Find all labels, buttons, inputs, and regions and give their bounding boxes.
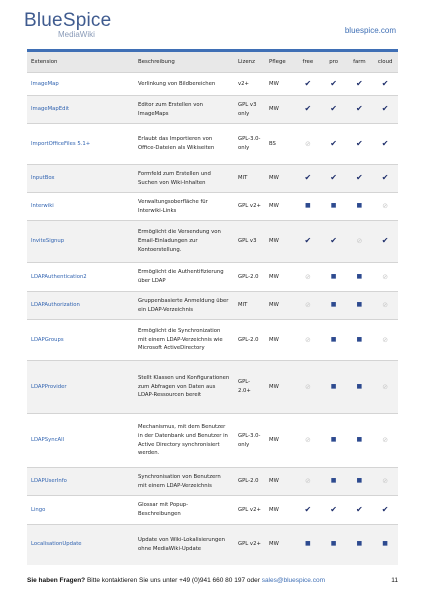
extension-license: GPL-2.0 <box>234 468 265 496</box>
extension-name[interactable]: LDAPProvider <box>27 361 134 414</box>
logo-sub-text: MediaWiki <box>58 30 95 39</box>
col-header-maintenance: Pflege <box>265 51 295 73</box>
farm-square-icon: ■ <box>347 468 373 496</box>
table-row <box>27 263 398 292</box>
cloud-not-available-icon: ⊘ <box>372 263 398 292</box>
extension-maintenance: MW <box>265 361 295 414</box>
cloud-check-icon: ✔ <box>372 96 398 124</box>
extension-description: Mechanismus, mit dem Benutzer in der Datenbank und Benutzer in Active Directory synchronisiert werden. <box>134 414 234 468</box>
extension-name[interactable]: ImageMapEdit <box>27 96 134 124</box>
farm-square-icon: ■ <box>347 193 373 221</box>
farm-not-available-icon: ⊘ <box>347 221 373 263</box>
extension-license: GPL v2+ <box>234 193 265 221</box>
free-not-available-icon: ⊘ <box>295 124 321 165</box>
extension-maintenance: MW <box>265 193 295 221</box>
extension-name[interactable]: LDAPAuthentication2 <box>27 263 134 292</box>
col-header-description: Beschreibung <box>134 51 234 73</box>
free-check-icon: ✔ <box>295 73 321 96</box>
table-row <box>27 73 398 96</box>
col-header-pro: pro <box>321 51 347 73</box>
table-row <box>27 361 398 414</box>
extension-table <box>27 49 398 565</box>
free-square-icon: ■ <box>295 525 321 565</box>
pro-check-icon: ✔ <box>321 496 347 525</box>
col-header-free: free <box>295 51 321 73</box>
extension-license: GPL-3.0-only <box>234 414 265 468</box>
table-row <box>27 221 398 263</box>
free-not-available-icon: ⊘ <box>295 292 321 320</box>
farm-square-icon: ■ <box>347 263 373 292</box>
cloud-check-icon: ✔ <box>372 124 398 165</box>
logo-main-text: BlueSpice <box>24 10 112 31</box>
extension-description: Synchronisation von Benutzern mit einem LDAP-Verzeichnis <box>134 468 234 496</box>
extension-maintenance: MW <box>265 468 295 496</box>
farm-check-icon: ✔ <box>347 96 373 124</box>
site-link[interactable]: bluespice.com <box>344 26 396 35</box>
pro-square-icon: ■ <box>321 361 347 414</box>
page-number: 11 <box>391 577 398 584</box>
extension-license: GPL-2.0 <box>234 263 265 292</box>
free-not-available-icon: ⊘ <box>295 468 321 496</box>
extension-license: MIT <box>234 165 265 193</box>
extension-maintenance: MW <box>265 96 295 124</box>
table-row <box>27 193 398 221</box>
pro-check-icon: ✔ <box>321 96 347 124</box>
extension-description: Erlaubt das Importieren von Office-Dateien als Wikiseiten <box>134 124 234 165</box>
extension-name[interactable]: Interwiki <box>27 193 134 221</box>
farm-square-icon: ■ <box>347 292 373 320</box>
extension-maintenance: MW <box>265 525 295 565</box>
extension-maintenance: MW <box>265 292 295 320</box>
extension-name[interactable]: InviteSignup <box>27 221 134 263</box>
extension-name[interactable]: InputBox <box>27 165 134 193</box>
pro-check-icon: ✔ <box>321 221 347 263</box>
pro-square-icon: ■ <box>321 263 347 292</box>
extension-maintenance: MW <box>265 414 295 468</box>
cloud-not-available-icon: ⊘ <box>372 320 398 361</box>
cloud-not-available-icon: ⊘ <box>372 361 398 414</box>
footer <box>27 577 398 584</box>
extension-name[interactable]: LDAPSyncAll <box>27 414 134 468</box>
table-row <box>27 124 398 165</box>
cloud-not-available-icon: ⊘ <box>372 468 398 496</box>
extension-license: GPL v3 only <box>234 96 265 124</box>
extension-license: GPL-2.0+ <box>234 361 265 414</box>
farm-square-icon: ■ <box>347 525 373 565</box>
free-square-icon: ■ <box>295 193 321 221</box>
free-check-icon: ✔ <box>295 96 321 124</box>
extension-description: Verlinkung von Bildbereichen <box>134 73 234 96</box>
table-row <box>27 96 398 124</box>
col-header-cloud: cloud <box>372 51 398 73</box>
extension-maintenance: MW <box>265 263 295 292</box>
free-not-available-icon: ⊘ <box>295 361 321 414</box>
free-not-available-icon: ⊘ <box>295 263 321 292</box>
pro-square-icon: ■ <box>321 414 347 468</box>
extension-description: Stellt Klassen und Konfigurationen zum Abfragen von Daten aus LDAP-Ressourcen bereit <box>134 361 234 414</box>
pro-square-icon: ■ <box>321 525 347 565</box>
extension-description: Formfeld zum Erstellen und Suchen von Wiki-Inhalten <box>134 165 234 193</box>
extension-description: Ermöglicht die Authentifizierung über LDAP <box>134 263 234 292</box>
extension-name[interactable]: LocalisationUpdate <box>27 525 134 565</box>
footer-question: Sie haben Fragen? <box>27 577 86 584</box>
extension-description: Ermöglicht die Synchronization mit einem LDAP-Verzeichnis wie Microsoft ActiveDirectory <box>134 320 234 361</box>
table-row <box>27 165 398 193</box>
extension-license: MIT <box>234 292 265 320</box>
extension-name[interactable]: ImportOfficeFiles 5.1+ <box>27 124 134 165</box>
cloud-check-icon: ✔ <box>372 496 398 525</box>
extension-license: GPL-3.0-only <box>234 124 265 165</box>
pro-check-icon: ✔ <box>321 124 347 165</box>
free-not-available-icon: ⊘ <box>295 414 321 468</box>
extension-description: Ermöglicht die Versendung von Email-Einladungen zur Kontoerstellung. <box>134 221 234 263</box>
pro-square-icon: ■ <box>321 193 347 221</box>
extension-name[interactable]: LDAPGroups <box>27 320 134 361</box>
cloud-not-available-icon: ⊘ <box>372 414 398 468</box>
table-row <box>27 414 398 468</box>
col-header-farm: farm <box>347 51 373 73</box>
table-row <box>27 496 398 525</box>
extension-license: GPL v2+ <box>234 525 265 565</box>
farm-square-icon: ■ <box>347 320 373 361</box>
extension-maintenance: MW <box>265 165 295 193</box>
farm-check-icon: ✔ <box>347 124 373 165</box>
col-header-extension: Extension <box>27 51 134 73</box>
bluespice-logo <box>24 11 111 39</box>
extension-name[interactable]: LDAPUserInfo <box>27 468 134 496</box>
extension-name[interactable]: LDAPAuthorization <box>27 292 134 320</box>
extension-name[interactable]: Lingo <box>27 496 134 525</box>
pro-check-icon: ✔ <box>321 73 347 96</box>
col-header-license: Lizenz <box>234 51 265 73</box>
extension-maintenance: MW <box>265 320 295 361</box>
farm-check-icon: ✔ <box>347 73 373 96</box>
extension-description: Update von Wiki-Lokalisierungen ohne MediaWiki-Update <box>134 525 234 565</box>
cloud-check-icon: ✔ <box>372 73 398 96</box>
free-check-icon: ✔ <box>295 496 321 525</box>
table-row <box>27 468 398 496</box>
footer-email-link[interactable]: sales@bluespice.com <box>261 577 326 584</box>
extension-description: Gruppenbasierte Anmeldung über ein LDAP-Verzeichnis <box>134 292 234 320</box>
extension-maintenance: BS <box>265 124 295 165</box>
table-row <box>27 292 398 320</box>
extension-maintenance: MW <box>265 496 295 525</box>
extension-license: GPL-2.0 <box>234 320 265 361</box>
cloud-not-available-icon: ⊘ <box>372 292 398 320</box>
extension-license: GPL v2+ <box>234 496 265 525</box>
cloud-square-icon: ■ <box>372 525 398 565</box>
extension-maintenance: MW <box>265 221 295 263</box>
table-row <box>27 320 398 361</box>
extension-license: v2+ <box>234 73 265 96</box>
cloud-check-icon: ✔ <box>372 165 398 193</box>
footer-contact-text: Bitte kontaktieren Sie uns unter +49 (0)941 660 80 197 oder <box>85 577 262 584</box>
table-row <box>27 525 398 565</box>
extension-maintenance: MW <box>265 73 295 96</box>
pro-square-icon: ■ <box>321 320 347 361</box>
extension-description: Verwaltungsoberfläche für Interwiki-Links <box>134 193 234 221</box>
pro-square-icon: ■ <box>321 468 347 496</box>
free-not-available-icon: ⊘ <box>295 320 321 361</box>
cloud-check-icon: ✔ <box>372 221 398 263</box>
free-check-icon: ✔ <box>295 165 321 193</box>
free-check-icon: ✔ <box>295 221 321 263</box>
extension-description: Editor zum Erstellen von ImageMaps <box>134 96 234 124</box>
extension-name[interactable]: ImageMap <box>27 73 134 96</box>
table-header-row <box>27 51 398 73</box>
extension-description: Glossar mit Popup-Beschreibungen <box>134 496 234 525</box>
farm-square-icon: ■ <box>347 361 373 414</box>
cloud-not-available-icon: ⊘ <box>372 193 398 221</box>
extension-license: GPL v3 <box>234 221 265 263</box>
farm-check-icon: ✔ <box>347 165 373 193</box>
pro-check-icon: ✔ <box>321 165 347 193</box>
pro-square-icon: ■ <box>321 292 347 320</box>
farm-square-icon: ■ <box>347 414 373 468</box>
farm-check-icon: ✔ <box>347 496 373 525</box>
